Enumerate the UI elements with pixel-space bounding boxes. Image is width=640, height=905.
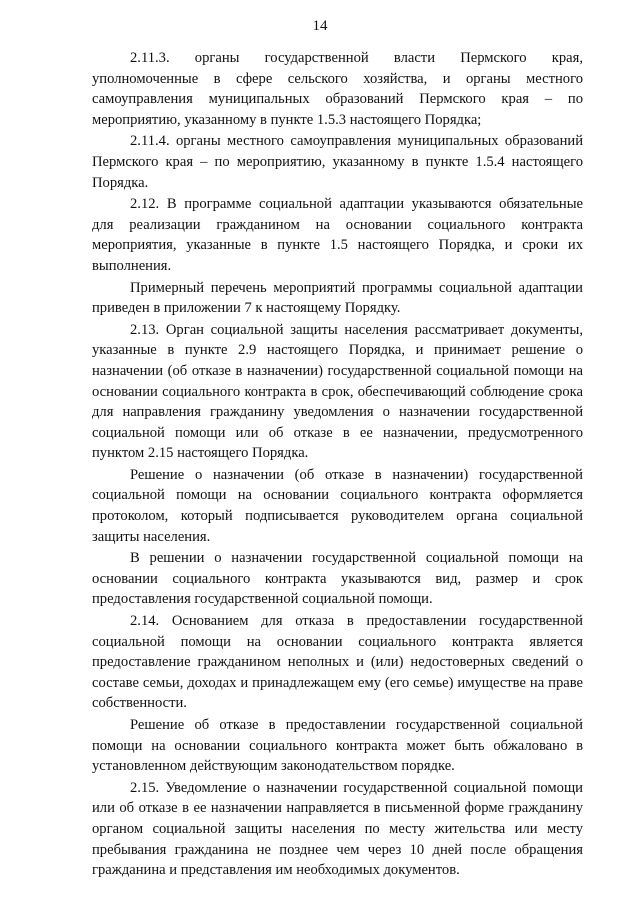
page-number: 14 [312,18,328,34]
document-body [92,48,583,882]
paragraph-2-13-decision-protocol: Решение о назначении (об отказе в назначении) государственной социальной помощи на основании социального контракта оформляется протоколом, который подписывается руководителем органа социальной защиты населения. [92,466,583,545]
paragraph-2-13: 2.13. Орган социальной защиты населения рассматривает документы, указанные в пункте 2.9 настоящего Порядка, и принимает решение о назначении (об отказе в назначении) государственной социальной помощи на основании социального контракта в срок, обеспечивающий соблюдение срока для направления гражданину уведомления о назначении государственной социальной помощи или об отказе в ее назначении, предусмотренного пунктом 2.15 настоящего Порядка. [92,321,583,462]
paragraph-2-11-4: 2.11.4. органы местного самоуправления муниципальных образований Пермского края – по мероприятию, указанному в пункте 1.5.4 настоящего Порядка. [92,133,583,191]
paragraph-2-12-list-note: Примерный перечень мероприятий программы социальной адаптации приведен в приложении 7 к настоящему Порядку. [92,279,583,317]
paragraph-2-14: 2.14. Основанием для отказа в предоставлении государственной социальной помощи на основании социального контракта является предоставление гражданином неполных и (или) недостоверных сведений о составе семьи, доходах и принадлежащем ему (его семье) имуществе на праве собственности. [92,613,583,712]
paragraph-2-13-decision-content: В решении о назначении государственной социальной помощи на основании социального контракта указываются вид, размер и срок предоставления государственной социальной помощи. [92,550,583,608]
paragraph-2-12: 2.12. В программе социальной адаптации указываются обязательные для реализации гражданином на основании социального контракта мероприятия, указанные в пункте 1.5 настоящего Порядка, и сроки их выполнения. [92,196,583,274]
paragraph-2-11-3: 2.11.3. органы государственной власти Пермского края, уполномоченные в сфере сельского хозяйства, и органы местного самоуправления муниципальных образований Пермского края – по мероприятию, указанному в пункте 1.5.3 настоящего Порядка; [92,50,583,128]
paragraph-2-15: 2.15. Уведомление о назначении государственной социальной помощи или об отказе в ее назначении направляется в письменной форме гражданину органом социальной защиты населения по месту жительства или месту пребывания гражданина не позднее чем через 10 дней после обращения гражданина и представления им необходимых документов. [92,779,583,879]
paragraph-2-14-appeal: Решение об отказе в предоставлении государственной социальной помощи на основании социального контракта может быть обжаловано в установленном действующим законодательством порядке. [92,717,583,775]
